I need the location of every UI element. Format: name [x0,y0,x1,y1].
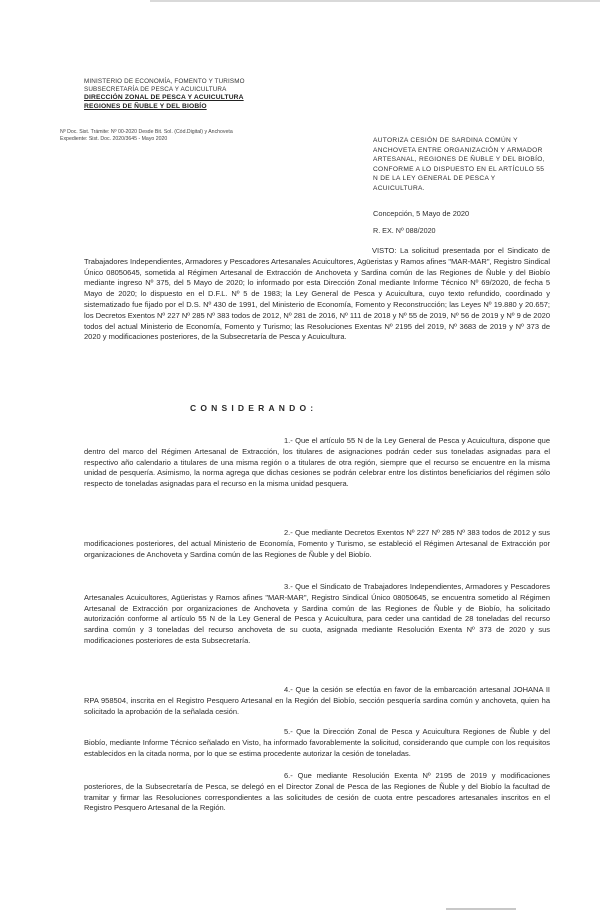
considerando-2: 2.- Que mediante Decretos Exentos Nº 227 Nº 285 Nº 383 todos de 2012 y sus modificaciones posteriores, del actual Ministerio de Economía, Fomento y Turismo, se estableció el Régimen Artesanal de Extracción por organizaciones de Anchoveta y Sardina común de las Regiones de Ñuble y del Biobío. [84,528,550,559]
letterhead-direccion: DIRECCIÓN ZONAL DE PESCA Y ACUICULTURA [84,94,244,102]
considerando-5: 5.- Que la Dirección Zonal de Pesca y Acuicultura Regiones de Ñuble y del Biobío, mediante Informe Técnico señalado en Visto, ha informado favorablemente la solicitud, considerando que cumple con los requisitos establecidos en la citada norma, por lo que se estima procedente autorizar la cesión de toneladas. [84,727,550,758]
considerando-4: 4.- Que la cesión se efectúa en favor de la embarcación artesanal JOHANA II RPA 958504, inscrita en el Registro Pesquero Artesanal en la Región del Biobío, sección pesquería sardina común y anchoveta, quien ha solicitado la aprobación de la señalada cesión. [84,685,550,716]
resolution-subject: AUTORIZA CESIÓN DE SARDINA COMÚN Y ANCHOVETA ENTRE ORGANIZACIÓN Y ARMADOR ARTESANAL, REGIONES DE ÑUBLE Y DEL BIOBÍO, CONFORME A LO DISPUESTO EN EL ARTÍCULO 55 N DE LA LEY GENERAL DE PESCA Y ACUICULTURA. [373,137,545,192]
considerando-1: 1.- Que el artículo 55 N de la Ley General de Pesca y Acuicultura, dispone que dentro del marco del Régimen Artesanal de Extracción, los titulares de asignaciones podrán ceder sus toneladas asignadas para el respectivo año calendario a titulares de una misma región o a titulares de otra región, siempre que el recurso se encuentre en la misma unidad de pesquería. Asimismo, la norma agrega que dichas cesiones se podrán celebrar entre los distintos beneficiarios del régimen sólo respecto de toneladas asignadas para el recurso en la misma unidad pesquera. [84,436,550,489]
reference-line-1: Nº Doc. Sist. Trámite: Nº 00-2020 Desde Bit. Sol. (Cód.Digital) y Anchoveta [60,129,233,135]
reference-block [60,129,360,143]
resolution-number: R. EX. Nº 088/2020 [373,226,436,235]
scan-top-mark [150,0,600,4]
letterhead-subsecretaria: SUBSECRETARÍA DE PESCA Y ACUICULTURA [84,86,227,94]
considerando-6: 6.- Que mediante Resolución Exenta Nº 2195 de 2019 y modificaciones posteriores, de la Subsecretaría de Pesca, se delegó en el Director Zonal de Pesca de las Regiones de Ñuble y del Biobío la facultad de tramitar y firmar las Resoluciones correspondientes a las solicitudes de cesión de cuota entre pescadores artesanales inscritos en el Registro Pesquero Artesanal de la Región. [84,771,550,813]
letterhead-ministry: MINISTERIO DE ECONOMÍA, FOMENTO Y TURISMO [84,78,245,85]
considerando-3: 3.- Que el Sindicato de Trabajadores Independientes, Armadores y Pescadores Artesanales Acuicultores, Agüeristas y Ramos afines "MAR-MAR", Registro Sindical Único 08050645, se encuentra sometido al Régimen Artesanal de Extracción por organizaciones de Anchoveta y Sardina común de las Regiones de Ñuble y de Biobío, ha solicitado autorización conforme al artículo 55 N de la Ley General de Pesca y Acuicultura, para ceder una cantidad de 28 toneladas del recurso sardina común y 3 toneladas del recurso anchoveta de su cuota, asignada mediante Resolución Exenta Nº 373 de 2020 y sus modificaciones posteriores de esta Subsecretaría. [84,582,550,645]
letterhead-regiones: REGIONES DE ÑUBLE Y DEL BIOBÍO [84,102,207,110]
resolution-date: Concepción, 5 Mayo de 2020 [373,209,470,218]
reference-line-2: Expediente: Sist. Doc. 2020/3645 - Mayo 2020 [60,136,168,142]
scan-bottom-mark [446,908,516,911]
considerando-heading: CONSIDERANDO: [190,403,318,413]
letterhead [84,78,304,111]
visto-paragraph: VISTO: La solicitud presentada por el Sindicato de Trabajadores Independientes, Armadores y Pescadores Artesanales Acuicultores, Agüeristas y Ramos afines "MAR-MAR", Registro Sindical Único 08050645, sometida al Régimen Artesanal de Extracción de Anchoveta y Sardina común de las Regiones de Ñuble y del Biobío mediante ingreso Nº 375, del 5 Mayo de 2020; lo informado por esta Dirección Zonal mediante Informe Técnico Nº 69/2020, de fecha 5 Mayo de 2020; lo dispuesto en el D.F.L. Nº 5 de 1983; la Ley General de Pesca y Acuicultura, cuyo texto refundido, coordinado y sistematizado fue fijado por el D.S. Nº 430 de 1991, del Ministerio de Economía, Fomento y Reconstrucción; las Leyes Nº 19.880 y 20.657; los Decretos Exentos Nº 227 Nº 285 Nº 383 todos de 2012, Nº 281 de 2016, Nº 111 de 2018 y Nº 55 de 2019, Nº 56 de 2019 y Nº 9 de 2020 todos del actual Ministerio de Economía, Fomento y Turismo; las Resoluciones Exentas Nº 2195 del 2019, Nº 3683 de 2019 y Nº 373 de 2020 y modificaciones posteriores, de la Subsecretaría de Pesca y Acuicultura. [84,246,550,342]
